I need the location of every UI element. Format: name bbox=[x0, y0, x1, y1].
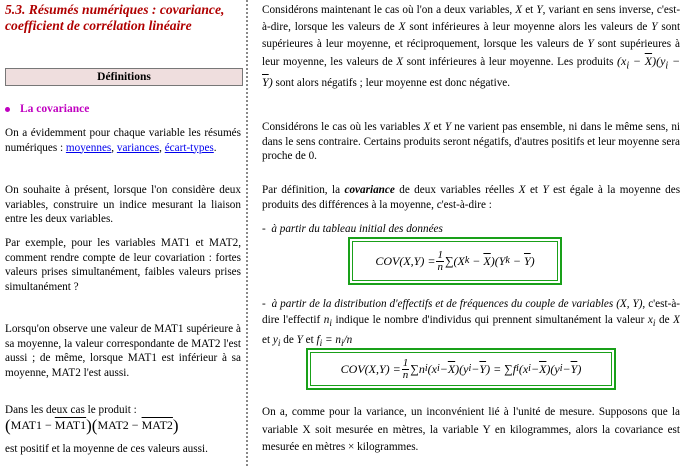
definitions-header: Définitions bbox=[5, 68, 243, 86]
link-moyennes[interactable]: moyennes bbox=[65, 141, 112, 154]
left-paragraph-3: Par exemple, pour les variables MAT1 et MAT2, comment rendre compte de leur covariation : fortes valeurs prises simultanément, faibles valeurs prises simultanément ? bbox=[5, 237, 241, 293]
left-paragraph-2: On souhaite à présent, lorsque l'on considère deux variables, construire un indice mesurant la liaison entre les deux variables. bbox=[5, 184, 241, 225]
left-column bbox=[0, 0, 246, 466]
column-divider bbox=[246, 0, 248, 466]
bullet-title: La covariance bbox=[20, 103, 90, 115]
p1-text: On a évidemment pour chaque variable les résumés numériques : bbox=[5, 127, 241, 154]
covariance-formula-box-1: COV(X,Y) = $\frac{1}{n}$ ∑(X k − $\overline{X}$ )(Y k − $\overline{Y}$ ) bbox=[348, 237, 562, 285]
formula-a: MAT1 − bbox=[10, 418, 55, 432]
covariance-formula-box-2: COV(X,Y) = $\frac{1}{n}$ ∑n i (x i − $\overline{X}$ )(y i − $\overline{Y}$ ) = ∑f i (x i − $\overline{X}$ )(y i − $\overline{Y}$ ) bbox=[306, 348, 616, 390]
list-item-1: - à partir du tableau initial des données bbox=[262, 223, 443, 235]
right-column bbox=[262, 0, 680, 466]
formula-b-bar: MAT2 bbox=[141, 418, 173, 432]
list-item-2: - à partir de la distribution d'effectifs et de fréquences du couple de variables (X, Y), c'est-à-dire l'effectif $n_i$ indique le nombre d'individus qui prennent simultanément la valeur $x_i$ de X et $y_i$ de Y et $f_i = n_i/n$ bbox=[262, 298, 680, 350]
formula-b: MAT2 − bbox=[97, 418, 142, 432]
left-paragraph-6: est positif et la moyenne de ces valeurs aussi. bbox=[5, 443, 208, 455]
bullet-dot-icon bbox=[5, 107, 10, 112]
left-paragraph-4: Lorsqu'on observe une valeur de MAT1 supérieure à sa moyenne, la valeur correspondante de MAT2 l'est aussi ; de même, lorsque MAT1 est inférieur à sa moyenne, MAT2 l'est aussi. bbox=[5, 323, 241, 379]
left-paragraph-1: On a évidemment pour chaque variable les résumés numériques : moyennes, variances, écart-types. bbox=[5, 127, 241, 154]
left-paragraph-5: Dans les deux cas le produit : bbox=[5, 404, 137, 416]
right-paragraph-3: Par définition, la covariance de deux variables réelles X et Y est égale à la moyenne des produits des différences à la moyenne, c'est-à-dire : bbox=[262, 184, 680, 211]
mat-product-formula: (MAT1 − MAT1)(MAT2 − MAT2) bbox=[5, 416, 179, 435]
link-ecart-types[interactable]: écart-types bbox=[164, 141, 214, 154]
bullet-covariance bbox=[5, 102, 89, 117]
right-paragraph-1: Considérons maintenant le cas où l'on a deux variables, X et Y, variant en sens inverse, c'est-à-dire, lorsque les valeurs de X sont inférieures à leur moyenne alors les valeurs de Y sont supérieures à leur moyenne, et réciproquement, lorsque les valeurs de Y sont supérieures à leur moyenne, les valeurs de X sont inférieures à leur moyenne. Les produits $(x_i - \overline{X})(y_i - \overline{Y})$ sont alors négatifs ; leur moyenne est donc négative. bbox=[262, 4, 680, 90]
section-title: 5.3. Résumés numériques : covariance, coefficient de corrélation linéaire bbox=[5, 2, 225, 33]
right-paragraph-2: Considérons le cas où les variables X et Y ne varient pas ensemble, ni dans le même sens, ni dans le sens contraire. Certains produits seront négatifs, d'autres positifs et leur moyenne sera proche de 0. bbox=[262, 121, 680, 162]
link-variances[interactable]: variances bbox=[116, 141, 160, 154]
formula-a-bar: MAT1 bbox=[54, 418, 87, 432]
right-paragraph-4: On a, comme pour la variance, un inconvénient lié à l'unité de mesure. Supposons que la variable X soit mesurée en mètres, la variable Y en kilogrammes, alors la covariance est mesurée en mètres × kilogrammes. bbox=[262, 406, 680, 453]
covariance-term: covariance bbox=[344, 184, 395, 196]
